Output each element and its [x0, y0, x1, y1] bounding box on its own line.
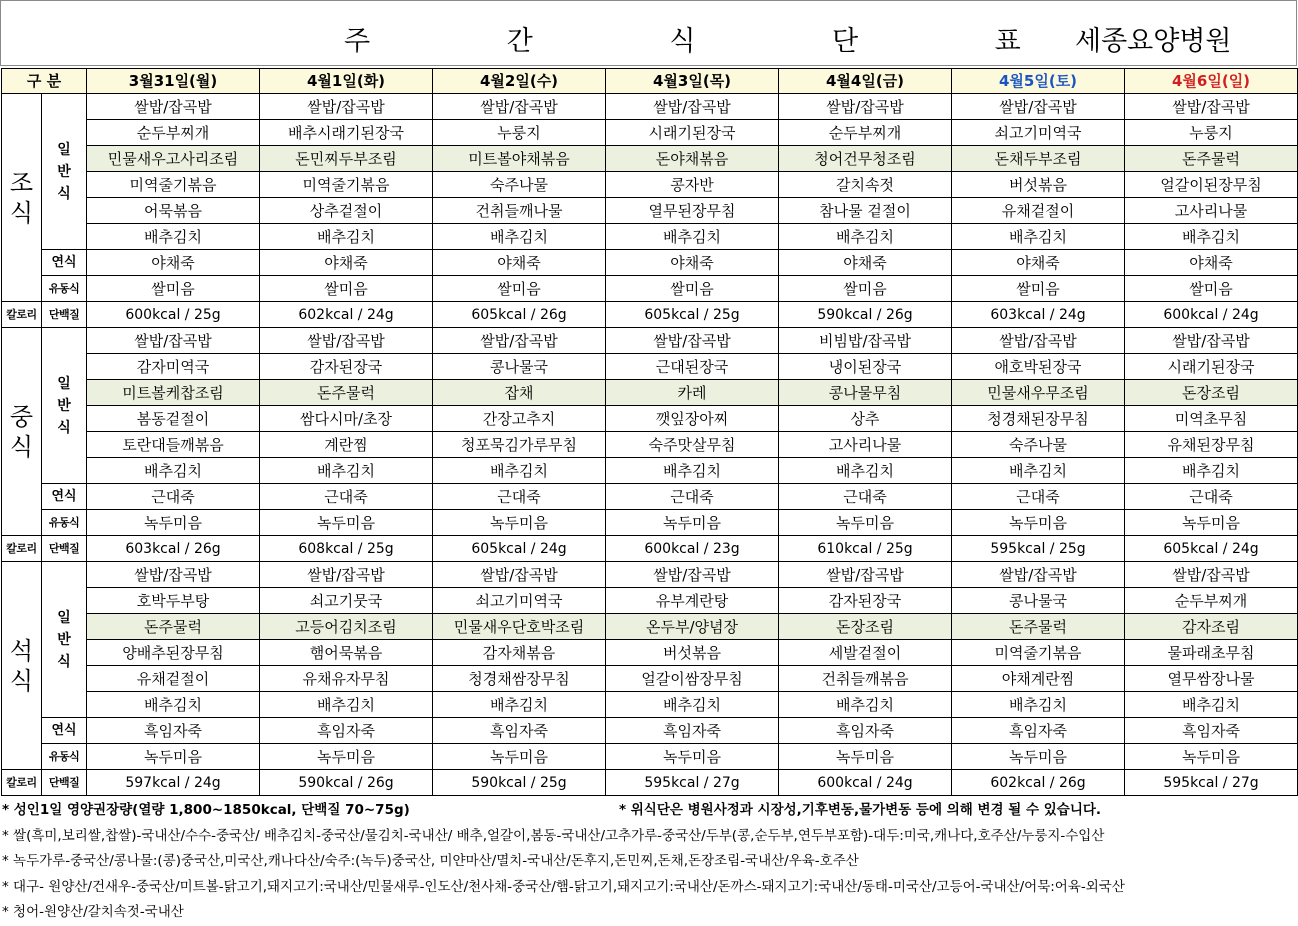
menu-cell: 유채된장무침	[1125, 432, 1298, 458]
header-row	[2, 69, 1298, 94]
menu-cell: 녹두미음	[606, 510, 779, 536]
menu-row	[2, 328, 1298, 354]
menu-cell: 숙주나물	[952, 432, 1125, 458]
menu-cell: 콩나물국	[952, 588, 1125, 614]
menu-cell: 근대죽	[87, 484, 260, 510]
nutrition-cell: 605kcal / 26g	[433, 302, 606, 328]
menu-row	[2, 458, 1298, 484]
menu-row	[2, 94, 1298, 120]
menu-cell: 감자된장국	[779, 588, 952, 614]
menu-cell: 녹두미음	[260, 744, 433, 770]
hospital-name: 세종요양병원	[1075, 26, 1232, 57]
menu-cell: 민물새우고사리조림	[87, 146, 260, 172]
menu-cell: 시래기된장국	[1125, 354, 1298, 380]
menu-cell: 돈주물럭	[260, 380, 433, 406]
menu-cell: 호박두부탕	[87, 588, 260, 614]
menu-cell: 쌀미음	[87, 276, 260, 302]
menu-cell: 시래기된장국	[606, 120, 779, 146]
menu-cell: 녹두미음	[87, 744, 260, 770]
protein-label: 단백질	[42, 302, 87, 328]
menu-cell: 고등어김치조림	[260, 614, 433, 640]
menu-cell: 배추김치	[87, 224, 260, 250]
page-header	[0, 0, 1297, 66]
menu-cell: 갈치속젓	[779, 172, 952, 198]
menu-cell: 배추김치	[433, 224, 606, 250]
menu-cell: 배추시래기된장국	[260, 120, 433, 146]
menu-cell: 배추김치	[260, 224, 433, 250]
menu-cell: 돈채두부조림	[952, 146, 1125, 172]
menu-cell: 콩나물국	[433, 354, 606, 380]
menu-cell: 야채죽	[952, 250, 1125, 276]
menu-cell: 쌀밥/잡곡밥	[1125, 562, 1298, 588]
menu-cell: 배추김치	[606, 692, 779, 718]
soft-diet-row	[2, 484, 1298, 510]
menu-cell: 녹두미음	[952, 744, 1125, 770]
nutrition-cell: 595kcal / 27g	[1125, 770, 1298, 796]
menu-cell: 근대죽	[433, 484, 606, 510]
menu-cell: 배추김치	[87, 458, 260, 484]
menu-cell: 쇠고기미역국	[433, 588, 606, 614]
menu-cell: 배추김치	[779, 692, 952, 718]
nutrition-cell: 600kcal / 24g	[779, 770, 952, 796]
menu-cell: 쌀밥/잡곡밥	[1125, 94, 1298, 120]
menu-cell: 청어건무청조림	[779, 146, 952, 172]
menu-cell: 햄어묵볶음	[260, 640, 433, 666]
menu-cell: 건취들깨나물	[433, 198, 606, 224]
menu-row	[2, 198, 1298, 224]
menu-cell: 야채계란찜	[952, 666, 1125, 692]
nutrition-cell: 590kcal / 25g	[433, 770, 606, 796]
menu-cell: 쌀밥/잡곡밥	[87, 328, 260, 354]
menu-cell: 숙주맛살무침	[606, 432, 779, 458]
meal-label: 조 식	[2, 94, 42, 302]
menu-cell: 근대죽	[606, 484, 779, 510]
nutrition-cell: 590kcal / 26g	[779, 302, 952, 328]
protein-label: 단백질	[42, 770, 87, 796]
nutrition-cell: 600kcal / 23g	[606, 536, 779, 562]
menu-cell: 누룽지	[433, 120, 606, 146]
menu-cell: 유부계란탕	[606, 588, 779, 614]
menu-cell: 상추겉절이	[260, 198, 433, 224]
liquid-diet-row	[2, 510, 1298, 536]
menu-cell: 야채죽	[606, 250, 779, 276]
menu-cell: 녹두미음	[779, 744, 952, 770]
menu-cell: 배추김치	[433, 692, 606, 718]
menu-cell: 미트볼케찹조림	[87, 380, 260, 406]
header-label: 구 분	[2, 69, 87, 94]
menu-cell: 배추김치	[260, 458, 433, 484]
menu-cell: 카레	[606, 380, 779, 406]
day-header: 4월1일(화)	[260, 69, 433, 94]
menu-cell: 녹두미음	[433, 510, 606, 536]
menu-cell: 참나물 겉절이	[779, 198, 952, 224]
menu-cell: 흑임자죽	[433, 718, 606, 744]
menu-cell: 비빔밥/잡곡밥	[779, 328, 952, 354]
menu-cell: 돈장조림	[779, 614, 952, 640]
menu-cell: 순두부찌개	[87, 120, 260, 146]
menu-cell: 간장고추지	[433, 406, 606, 432]
menu-cell: 녹두미음	[260, 510, 433, 536]
menu-row	[2, 146, 1298, 172]
menu-cell: 쌀밥/잡곡밥	[606, 562, 779, 588]
menu-cell: 배추김치	[952, 224, 1125, 250]
recommended-intake-note: * 성인1일 영양권장량(열량 1,800~1850kcal, 단백질 70~75g)	[2, 802, 410, 818]
menu-cell: 쌀밥/잡곡밥	[779, 94, 952, 120]
calorie-label: 칼로리	[2, 770, 42, 796]
menu-cell: 배추김치	[1125, 692, 1298, 718]
menu-cell: 쌀밥/잡곡밥	[606, 328, 779, 354]
menu-cell: 계란찜	[260, 432, 433, 458]
menu-cell: 흑임자죽	[606, 718, 779, 744]
menu-cell: 쌀미음	[606, 276, 779, 302]
menu-cell: 순두부찌개	[779, 120, 952, 146]
menu-cell: 흑임자죽	[87, 718, 260, 744]
menu-cell: 쌈다시마/초장	[260, 406, 433, 432]
notes	[2, 798, 1298, 926]
soft-diet-label: 연식	[42, 718, 87, 744]
menu-cell: 녹두미음	[952, 510, 1125, 536]
menu-cell: 세발겉절이	[779, 640, 952, 666]
menu-cell: 미역줄기볶음	[952, 640, 1125, 666]
menu-cell: 쌀밥/잡곡밥	[433, 94, 606, 120]
regular-diet-label: 일 반 식	[42, 94, 87, 250]
nutrition-cell: 603kcal / 24g	[952, 302, 1125, 328]
menu-row	[2, 406, 1298, 432]
menu-cell: 쌀밥/잡곡밥	[433, 328, 606, 354]
menu-cell: 고사리나물	[779, 432, 952, 458]
menu-cell: 쌀밥/잡곡밥	[260, 328, 433, 354]
soft-diet-row	[2, 718, 1298, 744]
menu-cell: 감자채볶음	[433, 640, 606, 666]
liquid-diet-row	[2, 744, 1298, 770]
menu-cell: 상추	[779, 406, 952, 432]
menu-cell: 녹두미음	[1125, 744, 1298, 770]
menu-cell: 콩자반	[606, 172, 779, 198]
nutrition-cell: 602kcal / 26g	[952, 770, 1125, 796]
nutrition-cell: 595kcal / 25g	[952, 536, 1125, 562]
menu-cell: 돈주물럭	[1125, 146, 1298, 172]
menu-row	[2, 120, 1298, 146]
menu-cell: 쌀밥/잡곡밥	[87, 562, 260, 588]
day-header: 4월2일(수)	[433, 69, 606, 94]
menu-cell: 야채죽	[433, 250, 606, 276]
menu-cell: 배추김치	[260, 692, 433, 718]
meal-label: 석 식	[2, 562, 42, 770]
nutrition-cell: 600kcal / 24g	[1125, 302, 1298, 328]
protein-label: 단백질	[42, 536, 87, 562]
menu-cell: 잡채	[433, 380, 606, 406]
menu-cell: 돈야채볶음	[606, 146, 779, 172]
menu-cell: 청포묵김가루무침	[433, 432, 606, 458]
menu-cell: 숙주나물	[433, 172, 606, 198]
nutrition-row	[2, 536, 1298, 562]
menu-cell: 유채유자무침	[260, 666, 433, 692]
menu-cell: 물파래초무침	[1125, 640, 1298, 666]
menu-row	[2, 354, 1298, 380]
menu-cell: 배추김치	[952, 458, 1125, 484]
menu-row	[2, 172, 1298, 198]
menu-cell: 쌀밥/잡곡밥	[952, 328, 1125, 354]
menu-cell: 쌀미음	[952, 276, 1125, 302]
menu-cell: 쌀밥/잡곡밥	[952, 94, 1125, 120]
menu-cell: 냉이된장국	[779, 354, 952, 380]
menu-row	[2, 588, 1298, 614]
menu-row	[2, 614, 1298, 640]
origin-note: * 녹두가루-중국산/콩나물:(콩)중국산,미국산,캐나다산/숙주:(녹두)중국산, 미얀마산/멸치-국내산/돈후지,돈민찌,돈채,돈장조림-국내산/우육-호주산	[2, 853, 859, 869]
menu-cell: 근대죽	[952, 484, 1125, 510]
menu-cell: 근대죽	[1125, 484, 1298, 510]
day-header: 4월3일(목)	[606, 69, 779, 94]
menu-row	[2, 640, 1298, 666]
menu-cell: 쌀밥/잡곡밥	[260, 94, 433, 120]
menu-row	[2, 666, 1298, 692]
menu-cell: 유채겉절이	[952, 198, 1125, 224]
calorie-label: 칼로리	[2, 536, 42, 562]
soft-diet-label: 연식	[42, 250, 87, 276]
menu-cell: 얼갈이된장무침	[1125, 172, 1298, 198]
menu-cell: 얼갈이쌈장무침	[606, 666, 779, 692]
menu-cell: 쌀미음	[260, 276, 433, 302]
nutrition-cell: 597kcal / 24g	[87, 770, 260, 796]
menu-cell: 흑임자죽	[260, 718, 433, 744]
nutrition-cell: 602kcal / 24g	[260, 302, 433, 328]
nutrition-cell: 605kcal / 25g	[606, 302, 779, 328]
menu-cell: 배추김치	[87, 692, 260, 718]
menu-cell: 쌀미음	[779, 276, 952, 302]
nutrition-cell: 590kcal / 26g	[260, 770, 433, 796]
menu-cell: 배추김치	[952, 692, 1125, 718]
menu-cell: 민물새우단호박조림	[433, 614, 606, 640]
menu-cell: 쌀밥/잡곡밥	[260, 562, 433, 588]
calorie-label: 칼로리	[2, 302, 42, 328]
menu-cell: 근대죽	[779, 484, 952, 510]
menu-cell: 버섯볶음	[952, 172, 1125, 198]
menu-cell: 배추김치	[779, 458, 952, 484]
menu-cell: 쇠고기미역국	[952, 120, 1125, 146]
menu-cell: 온두부/양념장	[606, 614, 779, 640]
menu-cell: 근대죽	[260, 484, 433, 510]
menu-cell: 흑임자죽	[952, 718, 1125, 744]
menu-cell: 순두부찌개	[1125, 588, 1298, 614]
menu-cell: 배추김치	[1125, 224, 1298, 250]
menu-cell: 버섯볶음	[606, 640, 779, 666]
menu-cell: 고사리나물	[1125, 198, 1298, 224]
menu-cell: 양배추된장무침	[87, 640, 260, 666]
menu-cell: 쌀밥/잡곡밥	[606, 94, 779, 120]
liquid-diet-row	[2, 276, 1298, 302]
menu-change-note: * 위식단은 병원사정과 시장성,기후변동,물가변동 등에 의해 변경 될 수 있습니다.	[619, 802, 1102, 818]
day-header: 4월6일(일)	[1125, 69, 1298, 94]
nutrition-row	[2, 302, 1298, 328]
menu-cell: 토란대들깨볶음	[87, 432, 260, 458]
menu-cell: 쌀미음	[1125, 276, 1298, 302]
menu-cell: 배추김치	[433, 458, 606, 484]
menu-cell: 미트볼야채볶음	[433, 146, 606, 172]
nutrition-cell: 600kcal / 25g	[87, 302, 260, 328]
menu-cell: 쌀미음	[433, 276, 606, 302]
soft-diet-label: 연식	[42, 484, 87, 510]
menu-cell: 열무된장무침	[606, 198, 779, 224]
menu-cell: 청경채된장무침	[952, 406, 1125, 432]
menu-cell: 애호박된장국	[952, 354, 1125, 380]
nutrition-cell: 608kcal / 25g	[260, 536, 433, 562]
page-title: 주 간 식 단 표	[344, 26, 1085, 57]
menu-cell: 감자조림	[1125, 614, 1298, 640]
liquid-diet-label: 유동식	[42, 744, 87, 770]
menu-row	[2, 224, 1298, 250]
menu-cell: 쌀밥/잡곡밥	[779, 562, 952, 588]
liquid-diet-label: 유동식	[42, 276, 87, 302]
menu-cell: 배추김치	[1125, 458, 1298, 484]
menu-cell: 건취들깨볶음	[779, 666, 952, 692]
nutrition-cell: 603kcal / 26g	[87, 536, 260, 562]
regular-diet-label: 일 반 식	[42, 328, 87, 484]
menu-cell: 봄동겉절이	[87, 406, 260, 432]
menu-cell: 돈장조림	[1125, 380, 1298, 406]
menu-cell: 콩나물무침	[779, 380, 952, 406]
menu-cell: 근대된장국	[606, 354, 779, 380]
menu-cell: 배추김치	[606, 458, 779, 484]
regular-diet-label: 일 반 식	[42, 562, 87, 718]
menu-cell: 민물새우무조림	[952, 380, 1125, 406]
menu-cell: 돈주물럭	[87, 614, 260, 640]
menu-row	[2, 432, 1298, 458]
menu-cell: 유채겉절이	[87, 666, 260, 692]
origin-note: * 쌀(흑미,보리쌀,찹쌀)-국내산/수수-중국산/ 배추김치-중국산/물김치-국내산/ 배추,얼갈이,봄동-국내산/고추가루-중국산/두부(콩,순두부,연두부포함)-대두:미국,캐나다,호주산/누룽지-수입산	[2, 827, 1105, 844]
menu-cell: 열무쌈장나물	[1125, 666, 1298, 692]
menu-row	[2, 562, 1298, 588]
menu-cell: 미역초무침	[1125, 406, 1298, 432]
origin-note: * 대구- 원양산/건새우-중국산/미트볼-닭고기,돼지고기:국내산/민물새루-인도산/천사채-중국산/햄-닭고기,돼지고기:국내산/돈까스-돼지고기:국내산/동태-미국산/고등어-국내산/어묵:어육-외국산	[2, 878, 1125, 895]
menu-cell: 녹두미음	[433, 744, 606, 770]
menu-cell: 감자된장국	[260, 354, 433, 380]
soft-diet-row	[2, 250, 1298, 276]
origin-note: * 청어-원양산/갈치속젓-국내산	[2, 904, 184, 920]
liquid-diet-label: 유동식	[42, 510, 87, 536]
menu-cell: 배추김치	[606, 224, 779, 250]
menu-cell: 깻잎장아찌	[606, 406, 779, 432]
menu-cell: 녹두미음	[779, 510, 952, 536]
day-header: 4월5일(토)	[952, 69, 1125, 94]
menu-cell: 청경채쌈장무침	[433, 666, 606, 692]
weekly-menu-table	[1, 68, 1298, 796]
day-header: 3월31일(월)	[87, 69, 260, 94]
menu-cell: 쌀밥/잡곡밥	[952, 562, 1125, 588]
menu-row	[2, 380, 1298, 406]
nutrition-row	[2, 770, 1298, 796]
menu-cell: 야채죽	[1125, 250, 1298, 276]
menu-row	[2, 692, 1298, 718]
nutrition-cell: 595kcal / 27g	[606, 770, 779, 796]
menu-cell: 흑임자죽	[1125, 718, 1298, 744]
menu-cell: 누룽지	[1125, 120, 1298, 146]
menu-cell: 미역줄기볶음	[87, 172, 260, 198]
nutrition-cell: 610kcal / 25g	[779, 536, 952, 562]
menu-cell: 야채죽	[260, 250, 433, 276]
menu-cell: 미역줄기볶음	[260, 172, 433, 198]
menu-cell: 감자미역국	[87, 354, 260, 380]
menu-cell: 녹두미음	[606, 744, 779, 770]
menu-cell: 돈민찌두부조림	[260, 146, 433, 172]
menu-cell: 쇠고기뭇국	[260, 588, 433, 614]
menu-cell: 녹두미음	[87, 510, 260, 536]
nutrition-cell: 605kcal / 24g	[1125, 536, 1298, 562]
menu-cell: 쌀밥/잡곡밥	[1125, 328, 1298, 354]
meal-label: 중 식	[2, 328, 42, 536]
menu-cell: 쌀밥/잡곡밥	[433, 562, 606, 588]
day-header: 4월4일(금)	[779, 69, 952, 94]
menu-cell: 흑임자죽	[779, 718, 952, 744]
nutrition-cell: 605kcal / 24g	[433, 536, 606, 562]
menu-cell: 녹두미음	[1125, 510, 1298, 536]
menu-cell: 야채죽	[87, 250, 260, 276]
menu-cell: 배추김치	[779, 224, 952, 250]
menu-cell: 어묵볶음	[87, 198, 260, 224]
menu-cell: 야채죽	[779, 250, 952, 276]
menu-cell: 돈주물럭	[952, 614, 1125, 640]
menu-cell: 쌀밥/잡곡밥	[87, 94, 260, 120]
notes-summary	[2, 798, 1298, 824]
